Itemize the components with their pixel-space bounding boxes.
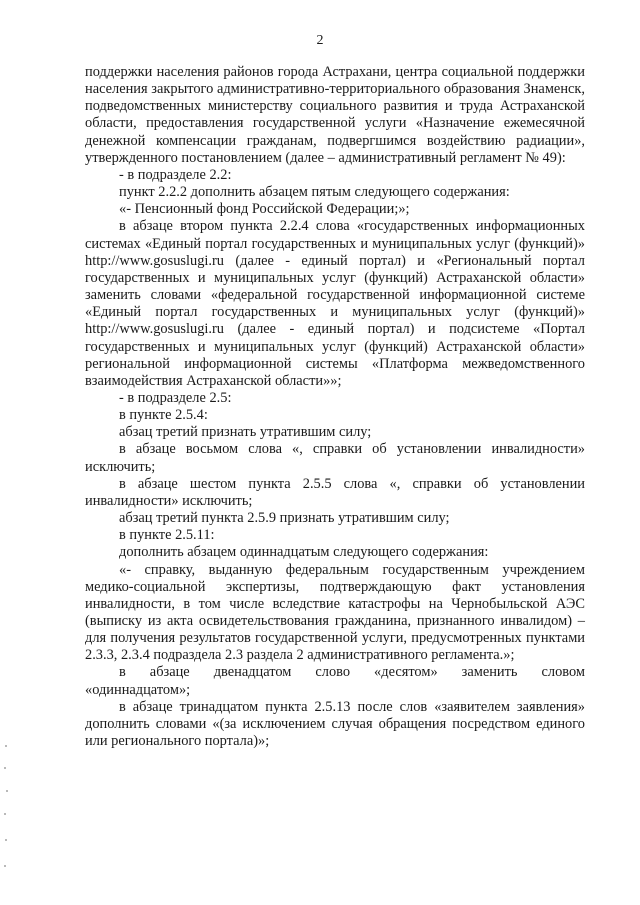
paragraph-8: абзац третий признать утратившим силу;	[119, 424, 372, 441]
paragraph-7: в пункте 2.5.4:	[119, 407, 208, 424]
paragraph-4: «- Пенсионный фонд Российской Федерации;»;	[119, 201, 410, 218]
paragraph-3: пункт 2.2.2 дополнить абзацем пятым следующего содержания:	[119, 184, 510, 201]
paragraph-2: - в подразделе 2.2:	[119, 166, 232, 183]
paragraph-13: дополнить абзацем одиннадцатым следующего содержания:	[119, 544, 489, 561]
paragraph-10: в абзаце шестом пункта 2.5.5 слова «, справки об установлении инвалидности» исключить;	[85, 475, 585, 509]
paragraph-15-continued: «одиннадцатом»;	[85, 681, 191, 698]
paragraph-16: в абзаце тринадцатом пункта 2.5.13 после слов «заявителем заявления» дополнить словами «(за исключением случая обращения посредством единого или регионального портала)»;	[85, 698, 585, 750]
paragraph-11: абзац третий пункта 2.5.9 признать утратившим силу;	[119, 510, 450, 527]
paragraph-6: - в подразделе 2.5:	[119, 389, 232, 406]
paragraph-15: в абзаце двенадцатом слово «десятом» заменить словом	[119, 664, 585, 681]
page-number: 2	[316, 33, 324, 48]
paragraph-12: в пункте 2.5.11:	[119, 527, 215, 544]
document-body	[85, 64, 585, 750]
scan-artifacts	[2, 735, 10, 875]
paragraph-1: поддержки населения районов города Астрахани, центра социальной поддержки населения закрытого административно-территориального образования Знаменск, подведомственных министерству социального развития и труда Астраханской области, предоставления государственной услуги «Назначение ежемесячной денежной компенсации гражданам, подвергшимся воздействию радиации», утвержденного постановлением (далее – административный регламент № 49):	[85, 64, 585, 166]
paragraph-9: в абзаце восьмом слова «, справки об установлении инвалидности» исключить;	[85, 441, 585, 475]
paragraph-14: «- справку, выданную федеральным государственным учреждением медико-социальной экспертизы, подтверждающую факт установления инвалидности, в том числе вследствие катастрофы на Чернобыльской АЭС (выписку из акта освидетельствования гражданина, признанного инвалидом) – для получения результатов государственной услуги, предусмотренных пунктами 2.3.3, 2.3.4 подраздела 2.3 раздела 2 административного регламента.»;	[85, 561, 585, 664]
paragraph-5: в абзаце втором пункта 2.2.4 слова «государственных информационных системах «Единый портал государственных и муниципальных услуг (функций)» http://www.gosuslugi.ru (далее - единый портал) и «Региональный портал государственных и муниципальных услуг (функций) Астраханской области» заменить словами «федеральной государственной информационной системе «Единый портал государственных и муниципальных услуг (функций)» http://www.gosuslugi.ru (далее - единый портал) и подсистеме «Портал государственных и муниципальных услуг (функций) Астраханской области» региональной информационной системы «Платформа межведомственного взаимодействия Астраханской области»»;	[85, 218, 585, 389]
